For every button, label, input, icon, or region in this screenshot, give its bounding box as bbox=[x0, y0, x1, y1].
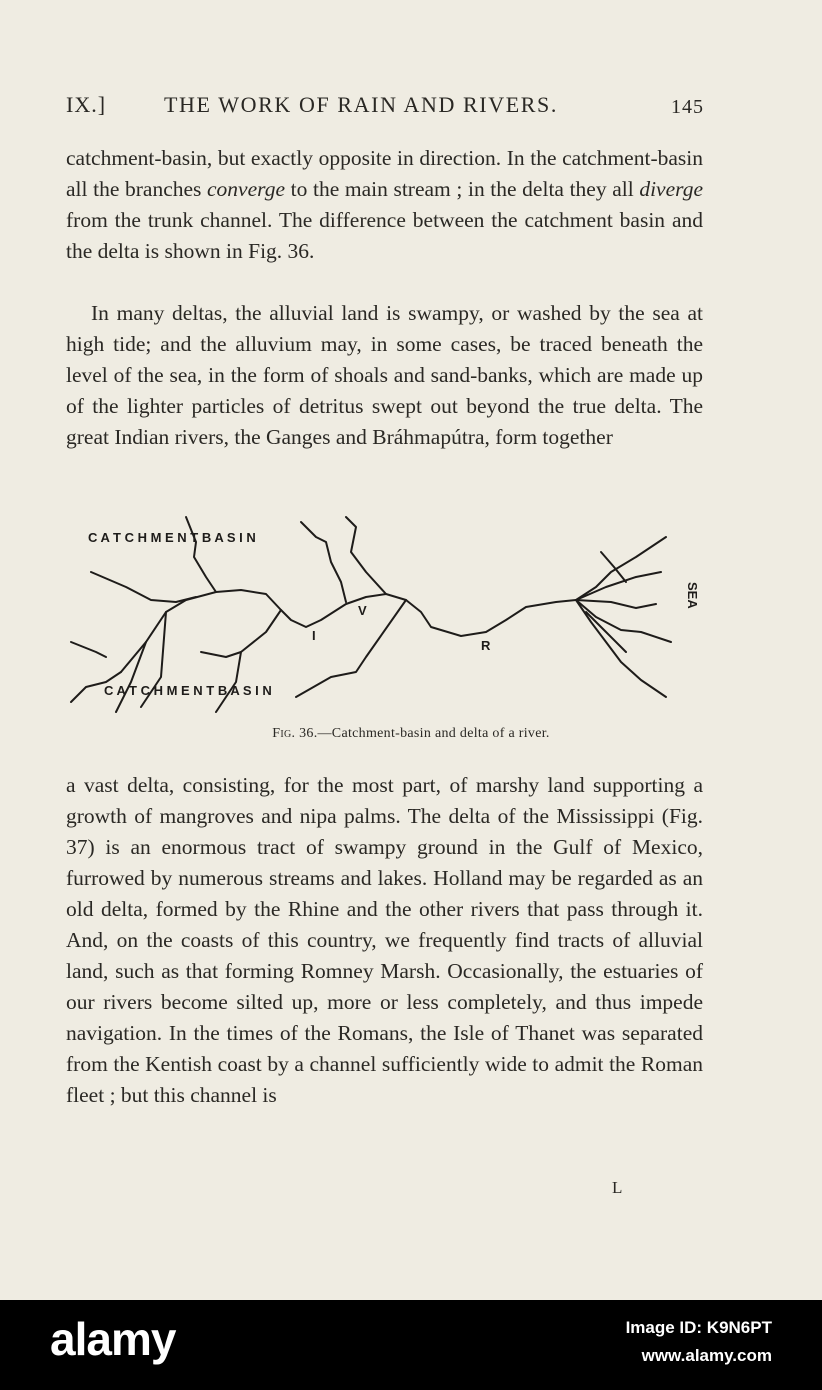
chapter-number: IX.] bbox=[66, 92, 107, 117]
paragraph-3: a vast delta, consisting, for the most part, of marshy land supporting a growth of mangroves and nipa palms. The delta of the Mississippi (Fig. 37) is an enormous tract of swampy ground in the Gulf of Mexico, furrowed by numerous streams and lakes. Holland may be regarded as an old delta, formed by the Rhine and the other rivers that pass through it. And, on the coasts of this country, we frequently find tracts of alluvial land, such as that forming Romney Marsh. Occasionally, the estuaries of our rivers become silted up, more or less completely, and thus impede navigation. In the times of the Romans, the Isle of Thanet was separated from the Kentish coast by a channel sufficiently wide to admit the Roman fleet ; but this channel is bbox=[66, 773, 703, 1107]
delta-distributary-3 bbox=[576, 600, 656, 608]
running-title: THE WORK OF RAIN AND RIVERS. bbox=[164, 92, 558, 117]
tributary-top-1 bbox=[186, 517, 216, 592]
label-catchment-basin-top: C A T C H M E N T B A S I N bbox=[88, 530, 256, 545]
river-diagram-svg bbox=[66, 512, 703, 722]
delta-distributary-2 bbox=[576, 572, 661, 600]
tributary-top-2 bbox=[301, 522, 346, 602]
caption-text: 36.—Catchment-basin and delta of a river. bbox=[295, 726, 550, 741]
paragraph-2: In many deltas, the alluvial land is swampy, or washed by the sea at high tide; and the alluvium may, in some cases, be traced beneath the level of the sea, in the form of shoals and sand-banks, which are made up of the lighter particles of detritus swept out beyond the true delta. The great Indian rivers, the Ganges and Bráhmapútra, form together bbox=[66, 301, 703, 449]
image-id: Image ID: K9N6PT bbox=[625, 1318, 772, 1337]
signature-mark: L bbox=[612, 1178, 623, 1197]
page-number: 145 bbox=[671, 96, 704, 118]
tributary-bottom-2 bbox=[116, 642, 146, 712]
delta-distributary-1 bbox=[576, 537, 666, 600]
caption-prefix: Fig. bbox=[272, 726, 296, 741]
label-sea: SEA bbox=[685, 582, 700, 609]
paragraph-1 bbox=[66, 143, 703, 267]
alamy-logo: alamy bbox=[50, 1313, 176, 1365]
letter-i: I bbox=[312, 628, 316, 643]
tributary-left-small bbox=[71, 642, 106, 657]
letter-r: R bbox=[481, 638, 491, 653]
paragraph-1-text-c: from the trunk channel. The difference between the catchment basin and the delta is shown in Fig. 36. bbox=[66, 208, 703, 263]
tributary-mid-left bbox=[201, 652, 241, 657]
tributary-bottom-5 bbox=[296, 600, 406, 697]
main-river-channel bbox=[121, 590, 576, 672]
figure-caption bbox=[0, 726, 822, 742]
italic-converge: converge bbox=[207, 177, 286, 201]
letter-v: V bbox=[358, 603, 367, 618]
stock-watermark-banner bbox=[0, 1300, 822, 1390]
tributary-top-3 bbox=[346, 517, 386, 594]
running-header bbox=[66, 92, 706, 122]
delta-distributary-6 bbox=[586, 612, 626, 652]
italic-diverge: diverge bbox=[639, 177, 703, 201]
figure-36-river-diagram bbox=[66, 512, 703, 722]
tributary-top-left bbox=[91, 572, 196, 602]
site-url: www.alamy.com bbox=[641, 1346, 772, 1365]
paragraph-1-text-b: to the main stream ; in the delta they all bbox=[285, 177, 640, 201]
label-catchment-basin-bottom: C A T C H M E N T B A S I N bbox=[104, 683, 272, 698]
paragraph-1-text-a: catchment-basin, but exactly opposite in direction. In the catchment-basin all the branches bbox=[66, 146, 703, 201]
